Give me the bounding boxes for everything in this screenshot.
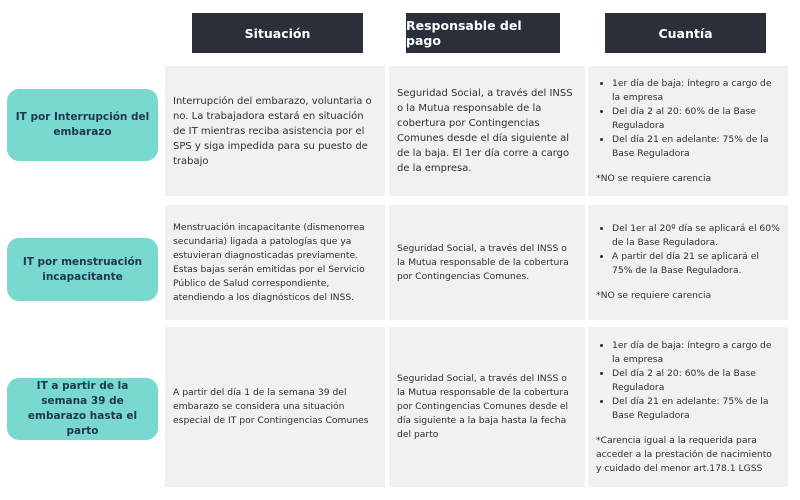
cuantia-cell bbox=[588, 66, 788, 196]
row-label-interrupcion-embarazo: IT por Interrupción del embarazo bbox=[7, 89, 158, 161]
cuantia-item: • Del 1er al 20º día se aplicará el 60% de la Base Reguladora. bbox=[612, 222, 780, 250]
cuantia-item: • A partir del día 21 se aplicará el 75% de la Base Reguladora. bbox=[612, 250, 780, 278]
cuantia-item: • 1er día de baja: íntegro a cargo de la empresa bbox=[612, 339, 780, 367]
situacion-cell bbox=[165, 205, 385, 320]
responsable-cell bbox=[389, 205, 585, 320]
header-responsable-del-pago: Responsable del pago bbox=[406, 13, 560, 53]
row-label-semana-39-embarazo: IT a partir de la semana 39 de embarazo hasta el parto bbox=[7, 378, 158, 440]
situacion-cell bbox=[165, 327, 385, 487]
cuantia-list bbox=[596, 77, 780, 161]
header-cuantia: Cuantía bbox=[605, 13, 766, 53]
cuantia-note: *Carencia igual a la requerida para acceder a la prestación de nacimiento y cuidado del menor art.178.1 LGSS bbox=[596, 434, 772, 474]
responsable-text: Seguridad Social, a través del INSS o la Mutua responsable de la cobertura por Contingencias Comunes. bbox=[397, 242, 569, 282]
cuantia-list bbox=[596, 339, 780, 423]
header-situacion: Situación bbox=[192, 13, 363, 53]
cuantia-item: • Del día 21 en adelante: 75% de la Base Reguladora bbox=[612, 133, 780, 161]
responsable-cell bbox=[389, 327, 585, 487]
situacion-text: Interrupción del embarazo, voluntaria o no. La trabajadora estará en situación de IT mientras reciba asistencia por el SPS y siga impedida para su puesto de trabajo bbox=[173, 95, 372, 167]
cuantia-list bbox=[596, 222, 780, 278]
responsable-text: Seguridad Social, a través del INSS o la Mutua responsable de la cobertura por Contingencias Comunes desde el día siguiente a la baja hasta la fecha del parto bbox=[397, 373, 569, 440]
cuantia-note: *NO se requiere carencia bbox=[596, 172, 712, 184]
cuantia-item: • 1er día de baja: íntegro a cargo de la empresa bbox=[612, 77, 780, 105]
situacion-text: A partir del día 1 de la semana 39 del embarazo se considera una situación especial de IT por Contingencias Comunes bbox=[173, 387, 369, 426]
responsable-cell bbox=[389, 66, 585, 196]
cuantia-note: *NO se requiere carencia bbox=[596, 290, 712, 301]
row-label-menstruacion-incapacitante: IT por menstruación incapacitante bbox=[7, 238, 158, 301]
cuantia-item: • Del día 2 al 20: 60% de la Base Reguladora bbox=[612, 105, 780, 133]
situacion-text: Menstruación incapacitante (dismenorrea secundaria) ligada a patologías que ya estuvieran diagnosticadas previamente. Estas bajas serán emitidas por el Servicio Público de Salud correspondiente, atendiendo a los diagnósticos del INSS. bbox=[173, 221, 365, 303]
cuantia-cell bbox=[588, 327, 788, 487]
cuantia-item: • Del día 2 al 20: 60% de la Base Reguladora bbox=[612, 367, 780, 395]
situacion-cell bbox=[165, 66, 385, 196]
cuantia-item: • Del día 21 en adelante: 75% de la Base Reguladora bbox=[612, 395, 780, 423]
cuantia-cell bbox=[588, 205, 788, 320]
responsable-text: Seguridad Social, a través del INSS o la Mutua responsable de la cobertura por Contingencias Comunes desde el día siguiente al de la baja. El 1er día corre a cargo de la empresa. bbox=[397, 88, 573, 174]
